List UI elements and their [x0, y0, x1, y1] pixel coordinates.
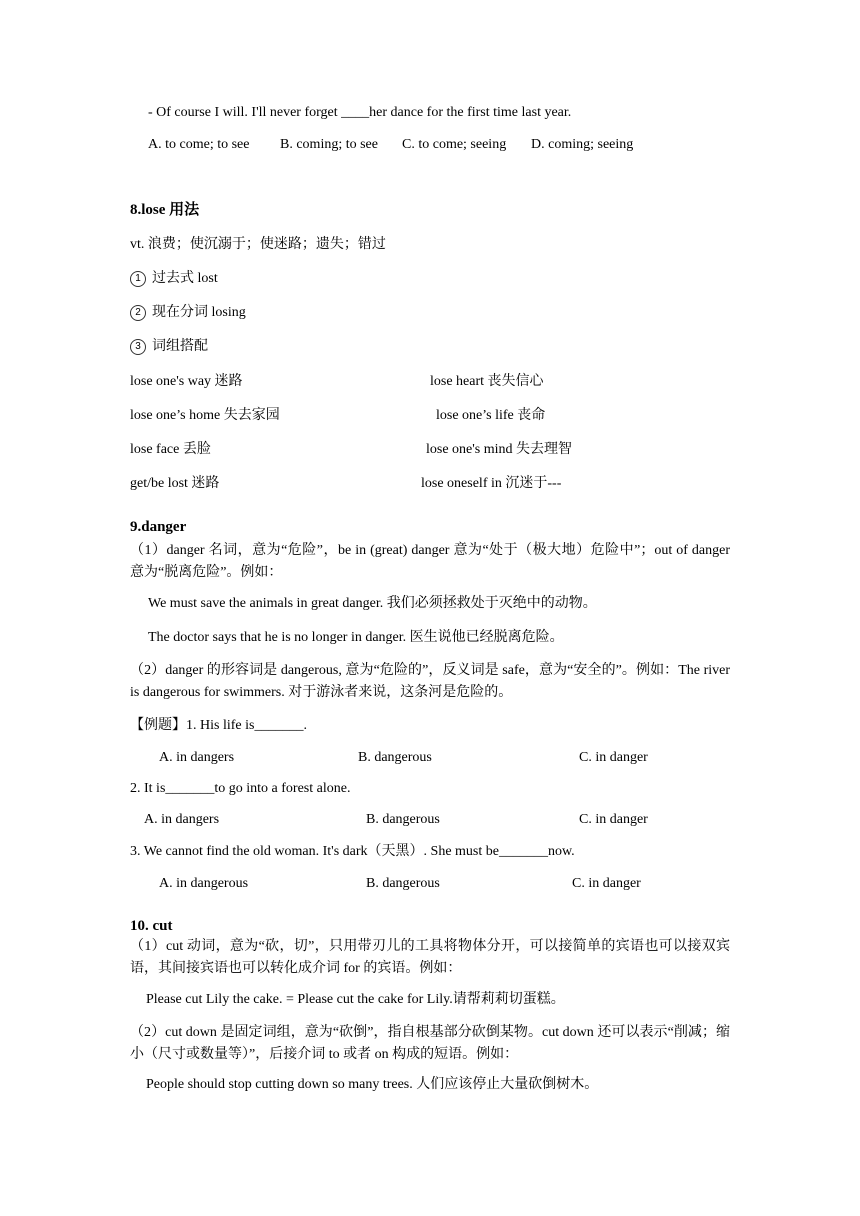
- lose-item-1-text: 过去式 lost: [152, 271, 218, 286]
- section-heading-danger: 9.danger: [130, 519, 187, 535]
- phrase-left: lose face 丢脸: [130, 442, 211, 457]
- lose-item-1: [130, 270, 218, 288]
- circled-number-3: 3: [130, 339, 146, 355]
- cut-example-1: Please cut Lily the cake. = Please cut the cake for Lily.请帮莉莉切蛋糕。: [146, 992, 565, 1007]
- phrase-left: lose one's way 迷路: [130, 374, 243, 389]
- section-heading-lose: 8.lose 用法: [130, 202, 200, 218]
- phrase-right: lose one’s life 丧命: [436, 408, 546, 423]
- lose-item-2: [130, 304, 246, 322]
- lose-item-3: [130, 338, 208, 356]
- circled-number-2: 2: [130, 305, 146, 321]
- q1-option-b: B. dangerous: [358, 750, 432, 765]
- q1-option-c: C. in danger: [579, 750, 648, 765]
- question-dialogue: - Of course I will. I'll never forget ____her dance for the first time last year.: [148, 105, 572, 120]
- q1-option-a: A. in dangers: [159, 750, 235, 765]
- phrase-right: lose heart 丧失信心: [430, 374, 544, 389]
- circled-number-1: 1: [130, 271, 146, 287]
- cut-paragraph-1: （1）cut 动词，意为“砍，切”，只用带刃儿的工具将物体分开，可以接简单的宾语也可以接双宾语，其间接宾语也可以转化成介词 for 的宾语。例如：: [130, 939, 730, 976]
- q2-option-b: B. dangerous: [366, 812, 440, 827]
- lose-item-3-text: 词组搭配: [152, 339, 208, 354]
- exercise-question-1: 【例题】1. His life is_______.: [130, 718, 307, 733]
- danger-paragraph-2: （2）danger 的形容词是 dangerous, 意为“危险的”，反义词是 safe，意为“安全的”。例如：The river is dangerous for swimmers. 对于游泳者来说，这条河是危险的。: [130, 663, 730, 700]
- q2-option-c: C. in danger: [579, 812, 648, 827]
- danger-example-1: We must save the animals in great danger. 我们必须拯救处于灭绝中的动物。: [148, 596, 597, 611]
- cut-paragraph-2: （2）cut down 是固定词组，意为“砍倒”，指自根基部分砍倒某物。cut down 还可以表示“削减；缩小（尺寸或数量等）”，后接介词 to 或者 on 构成的短语。例如：: [130, 1025, 730, 1062]
- phrase-right: lose oneself in 沉迷于---: [421, 476, 562, 491]
- exercise-question-2: 2. It is_______to go into a forest alone.: [130, 781, 351, 796]
- lose-item-2-text: 现在分词 losing: [152, 305, 246, 320]
- option-c: C. to come; seeing: [402, 137, 507, 152]
- section-heading-cut: 10. cut: [130, 918, 173, 934]
- phrase-left: lose one’s home 失去家园: [130, 408, 280, 423]
- cut-example-2: People should stop cutting down so many trees. 人们应该停止大量砍倒树木。: [146, 1077, 599, 1092]
- phrase-left: get/be lost 迷路: [130, 476, 220, 491]
- q3-option-b: B. dangerous: [366, 876, 440, 891]
- exercise-question-3: 3. We cannot find the old woman. It's dark（天黑）. She must be_______now.: [130, 844, 575, 859]
- option-d: D. coming; seeing: [531, 137, 634, 152]
- q3-option-c: C. in danger: [572, 876, 641, 891]
- danger-example-2: The doctor says that he is no longer in danger. 医生说他已经脱离危险。: [148, 630, 564, 645]
- q3-option-a: A. in dangerous: [159, 876, 249, 891]
- danger-paragraph-1: （1）danger 名词，意为“危险”，be in (great) danger 意为“处于（极大地）危险中”；out of danger 意为“脱离危险”。例如：: [130, 543, 730, 580]
- option-a: A. to come; to see: [148, 137, 250, 152]
- option-b: B. coming; to see: [280, 137, 378, 152]
- q2-option-a: A. in dangers: [144, 812, 220, 827]
- phrase-right: lose one's mind 失去理智: [426, 442, 573, 457]
- lose-meaning: vt. 浪费；使沉溺于；使迷路；遗失；错过: [130, 237, 386, 252]
